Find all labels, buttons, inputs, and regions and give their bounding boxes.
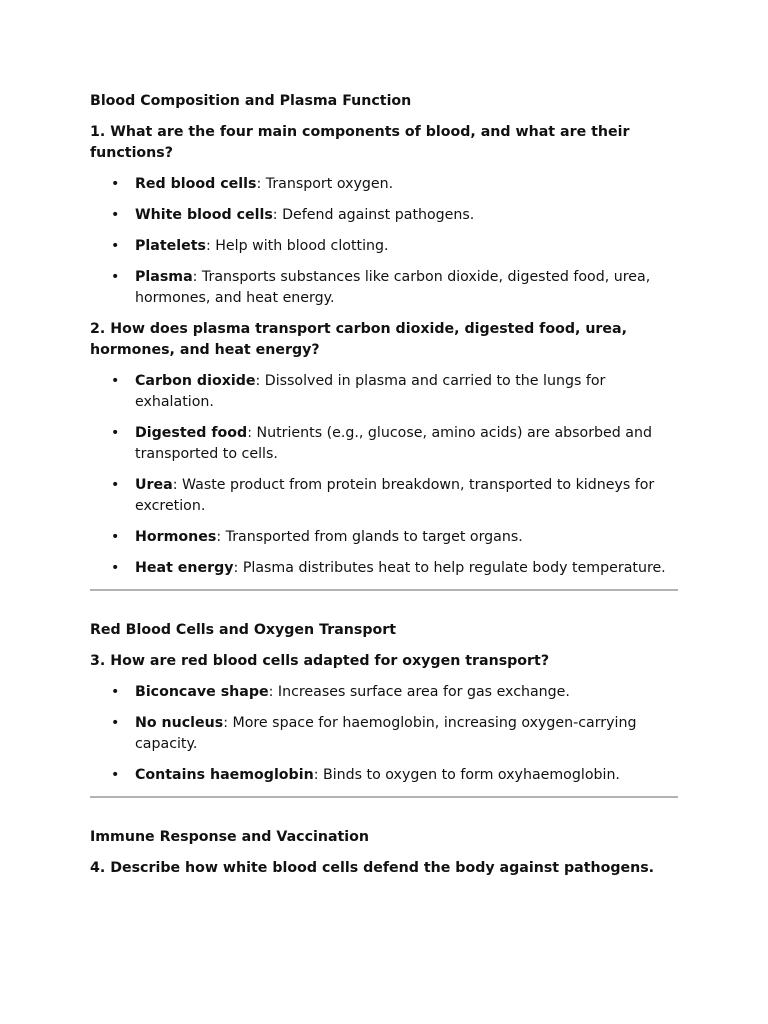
bullet-icon: •	[111, 238, 120, 254]
list-item	[90, 475, 678, 517]
bullet-icon: •	[111, 207, 120, 223]
list-item	[90, 371, 678, 413]
description: : Increases surface area for gas exchange.	[268, 684, 570, 700]
term: Digested food	[135, 425, 248, 441]
list-item	[90, 423, 678, 465]
description: : Nutrients (e.g., glucose, amino acids) are absorbed and transported to cells.	[135, 425, 652, 462]
description: : Transported from glands to target organs.	[216, 529, 523, 545]
list-item	[90, 558, 678, 579]
bullet-icon: •	[111, 425, 120, 441]
question: 3. How are red blood cells adapted for oxygen transport?	[90, 653, 550, 669]
section-heading: Red Blood Cells and Oxygen Transport	[90, 622, 397, 638]
term: No nucleus	[135, 715, 224, 731]
list-item	[90, 682, 678, 703]
term: Carbon dioxide	[135, 373, 256, 389]
document-body	[90, 91, 678, 889]
term: Contains haemoglobin	[135, 767, 314, 783]
description: : Transport oxygen.	[256, 176, 394, 192]
bullet-icon: •	[111, 373, 120, 389]
list-item	[90, 236, 678, 257]
description: : Dissolved in plasma and carried to the lungs for exhalation.	[135, 373, 606, 410]
bullet-icon: •	[111, 176, 120, 192]
section	[90, 91, 678, 579]
section	[90, 620, 678, 786]
term: Hormones	[135, 529, 217, 545]
term: Heat energy	[135, 560, 234, 576]
list-item	[90, 267, 678, 309]
description: : Binds to oxygen to form oxyhaemoglobin.	[313, 767, 620, 783]
question: 1. What are the four main components of blood, and what are their functions?	[90, 124, 630, 161]
term: White blood cells	[135, 207, 273, 223]
section-divider	[90, 589, 678, 591]
bullet-icon: •	[111, 529, 120, 545]
section-heading: Blood Composition and Plasma Function	[90, 93, 412, 109]
bullet-icon: •	[111, 684, 120, 700]
list-item	[90, 527, 678, 548]
term: Urea	[135, 477, 173, 493]
description: : Transports substances like carbon dioxide, digested food, urea, hormones, and heat energy.	[135, 269, 651, 306]
bullet-icon: •	[111, 715, 120, 731]
section	[90, 827, 678, 879]
list-item	[90, 765, 678, 786]
description: : Plasma distributes heat to help regulate body temperature.	[233, 560, 666, 576]
list-item	[90, 205, 678, 226]
list-item	[90, 174, 678, 195]
section-divider	[90, 796, 678, 798]
bullet-icon: •	[111, 269, 120, 285]
term: Plasma	[135, 269, 193, 285]
bullet-icon: •	[111, 767, 120, 783]
description: : Defend against pathogens.	[272, 207, 475, 223]
answer-list	[90, 174, 678, 309]
description: : Waste product from protein breakdown, transported to kidneys for excretion.	[135, 477, 655, 514]
term: Biconcave shape	[135, 684, 269, 700]
description: : Help with blood clotting.	[205, 238, 389, 254]
answer-list	[90, 682, 678, 786]
section-heading: Immune Response and Vaccination	[90, 829, 370, 845]
question: 4. Describe how white blood cells defend the body against pathogens.	[90, 860, 655, 876]
question: 2. How does plasma transport carbon dioxide, digested food, urea, hormones, and heat energy?	[90, 321, 628, 358]
term: Platelets	[135, 238, 206, 254]
answer-list	[90, 371, 678, 579]
bullet-icon: •	[111, 477, 120, 493]
bullet-icon: •	[111, 560, 120, 576]
term: Red blood cells	[135, 176, 257, 192]
description: : More space for haemoglobin, increasing oxygen-carrying capacity.	[135, 715, 637, 752]
list-item	[90, 713, 678, 755]
